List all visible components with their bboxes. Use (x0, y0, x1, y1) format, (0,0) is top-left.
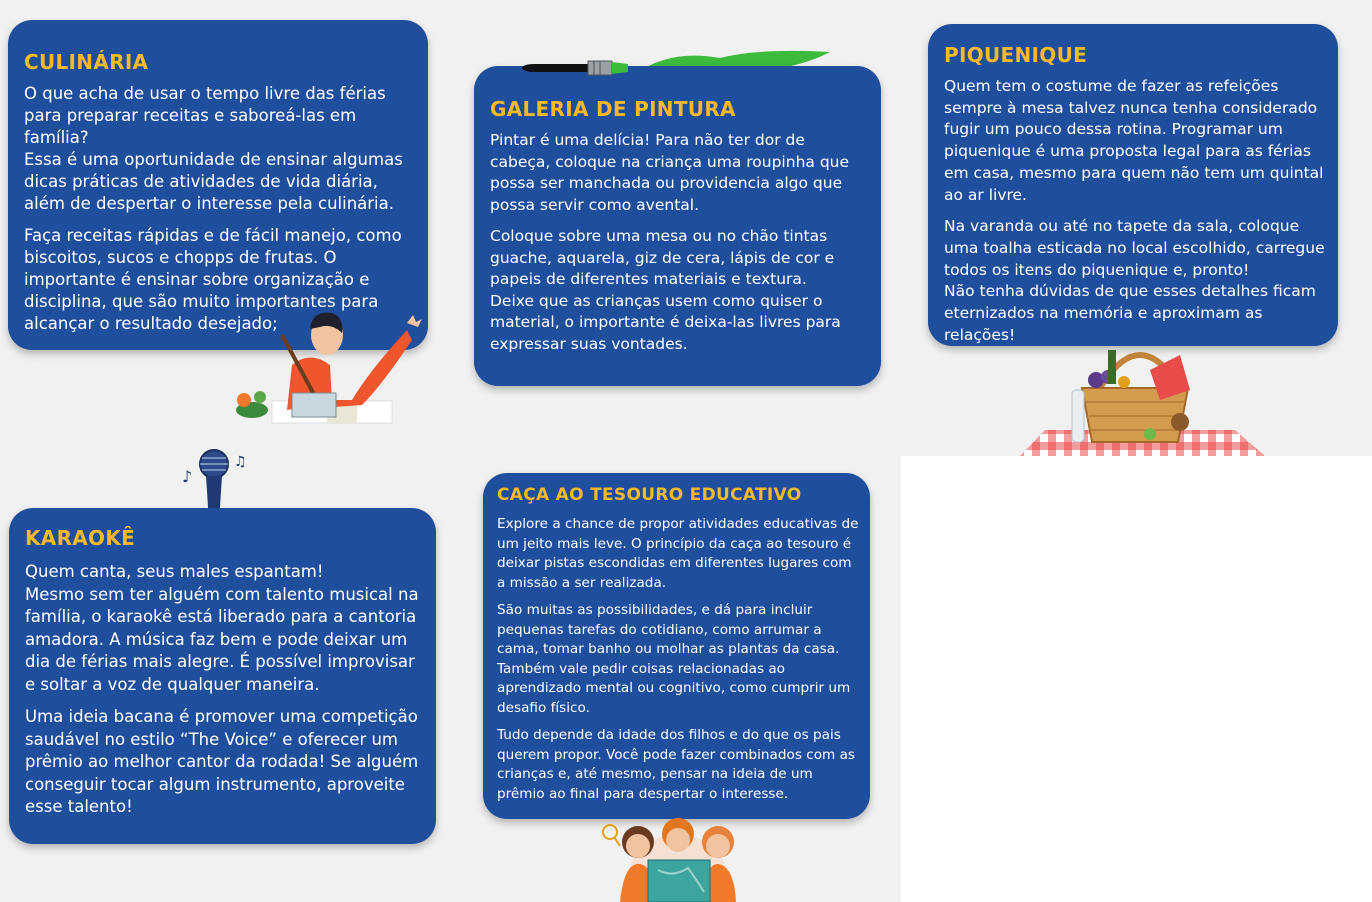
card-paragraph: Quem canta, seus males espantam! Mesmo sem ter alguém com talento musical na família, o karaokê está liberado para a cantoria amadora. A música faz bem e pode deixar um dia de férias mais alegre. É possível improvisar e soltar a voz de qualquer maneira. (25, 562, 419, 694)
card-paragraph: São muitas as possibilidades, e dá para incluir pequenas tarefas do cotidiano, como arrumar a cama, tomar banho ou molhar as plantas da casa. Também vale pedir coisas relacionadas ao aprendizado mental ou cognitivo, como cumprir um desafio físico. (497, 602, 851, 716)
card-piquenique (928, 24, 1338, 346)
card-paragraph: Pintar é uma delícia! Para não ter dor de cabeça, coloque na criança uma roupinha que possa ser manchada ou providencia algo que possa servir como avental. (490, 131, 850, 214)
picnic-basket-illustration (1000, 330, 1270, 456)
card-paragraph: Quem tem o costume de fazer as refeições sempre à mesa talvez nunca tenha considerado fugir um pouco dessa rotina. Programar um piquenique é uma proposta legal para as férias em casa, mesmo para quem não tem um quintal ao ar livre. (944, 77, 1324, 204)
card-paragraph: Faça receitas rápidas e de fácil manejo, como biscoitos, sucos e chopps de frutas. O importante é ensinar sobre organização e disciplina, que são muito importantes para alcançar o resultado desejado; (24, 226, 402, 333)
svg-text:♪: ♪ (182, 467, 193, 486)
card-paragraph: O que acha de usar o tempo livre das férias para preparar receitas e saboreá-las em família? Essa é uma oportunidade de ensinar algumas dicas práticas de atividades de vida diária, além de despertar o interesse pela culinária. (24, 84, 403, 213)
card-galeria-de-pintura (474, 66, 881, 386)
svg-text:♫: ♫ (234, 454, 247, 470)
card-paragraph: Coloque sobre uma mesa ou no chão tintas guache, aquarela, giz de cera, lápis de cor e papeis de diferentes materiais e textura. Deixe que as crianças usem como quiser o material, o importante é deixa-las livres para expressar suas vontades. (490, 227, 841, 353)
card-title: KARAOKÊ (25, 526, 136, 550)
card-culinaria (8, 20, 428, 350)
card-caca-ao-tesouro (483, 473, 870, 819)
card-paragraph: Na varanda ou até no tapete da sala, coloque uma toalha esticada no local escolhido, carregue todos os itens do piquenique e, pronto! Não tenha dúvidas de que esses detalhes ficam eternizados na memória e aproximam as relações! (944, 217, 1325, 344)
card-title: CAÇA AO TESOURO EDUCATIVO (497, 485, 802, 505)
card-karaoke (9, 508, 436, 844)
treasure-hunt-kids-illustration (598, 812, 758, 902)
card-title: PIQUENIQUE (944, 43, 1088, 67)
card-paragraph: Tudo depende da idade dos filhos e do que os pais querem propor. Você pode fazer combinados com as crianças e, até mesmo, pensar na ideia de um prêmio ao final para despertar o interesse. (497, 727, 855, 802)
card-title: CULINÁRIA (24, 50, 149, 74)
paintbrush-icon (520, 56, 630, 80)
card-paragraph: Explore a chance de propor atividades educativas de um jeito mais leve. O princípio da caça ao tesouro é deixar pistas escondidas em diferentes lugares com a missão a ser realizada. (497, 516, 859, 591)
card-paragraph: Uma ideia bacana é promover uma competição saudável no estilo “The Voice” e oferecer um prêmio ao melhor cantor da rodada! Se alguém conseguir tocar algum instrumento, aproveite esse talento! (25, 707, 419, 816)
cooking-woman-illustration (232, 305, 422, 427)
card-title: GALERIA DE PINTURA (490, 97, 736, 121)
